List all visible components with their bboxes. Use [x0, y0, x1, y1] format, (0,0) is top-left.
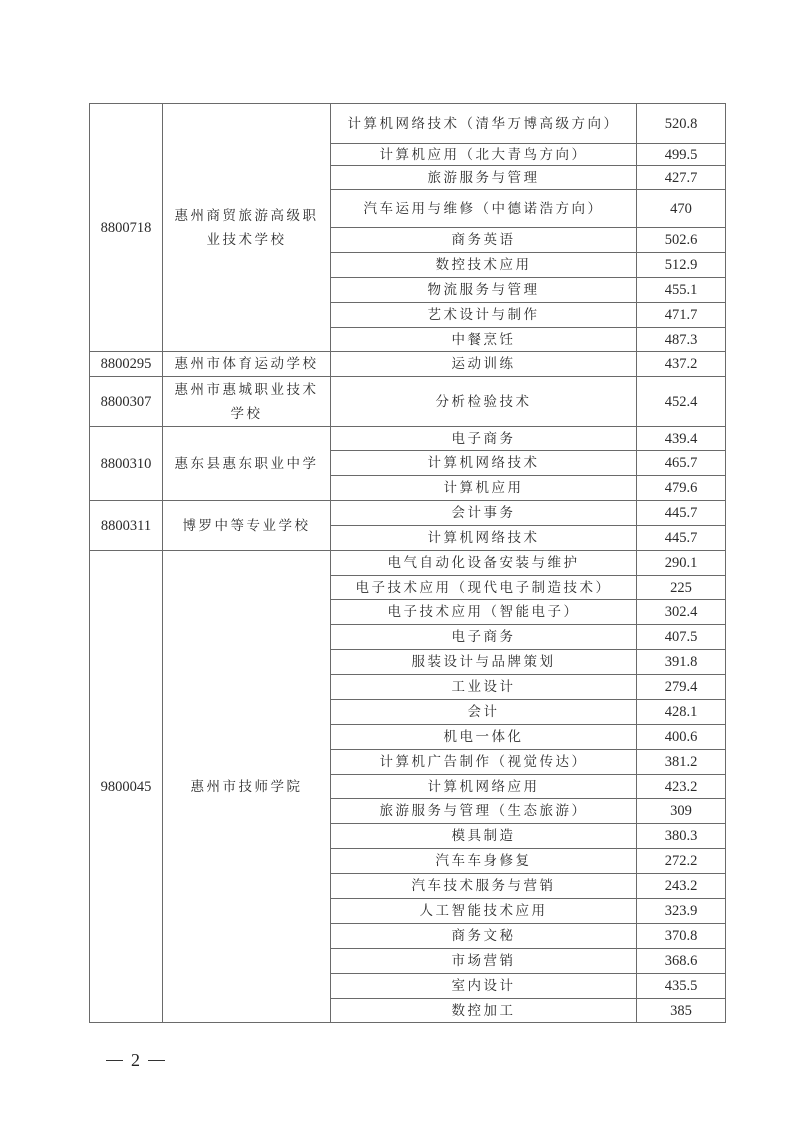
major-cell: 模具制造 [331, 824, 637, 849]
score-cell: 455.1 [637, 278, 726, 303]
major-cell: 商务文秘 [331, 924, 637, 949]
score-cell: 445.7 [637, 526, 726, 551]
major-cell: 服装设计与品牌策划 [331, 650, 637, 675]
major-cell: 旅游服务与管理（生态旅游） [331, 799, 637, 824]
school-name-cell: 惠州市技师学院 [163, 551, 331, 1023]
major-cell: 数控加工 [331, 999, 637, 1023]
score-cell: 502.6 [637, 228, 726, 253]
major-cell: 运动训练 [331, 352, 637, 377]
major-cell: 艺术设计与制作 [331, 303, 637, 328]
score-cell: 437.2 [637, 352, 726, 377]
score-cell: 381.2 [637, 750, 726, 775]
score-cell: 479.6 [637, 476, 726, 501]
score-cell: 302.4 [637, 600, 726, 625]
dash-left [106, 1060, 123, 1061]
major-cell: 会计 [331, 700, 637, 725]
score-cell: 520.8 [637, 104, 726, 144]
major-cell: 商务英语 [331, 228, 637, 253]
major-cell: 计算机应用 [331, 476, 637, 501]
major-cell: 汽车运用与维修（中德诺浩方向） [331, 190, 637, 228]
major-cell: 计算机网络应用 [331, 775, 637, 799]
major-cell: 室内设计 [331, 974, 637, 999]
major-cell: 汽车车身修复 [331, 849, 637, 874]
page-number-value: 2 [131, 1050, 140, 1070]
major-cell: 计算机网络技术（清华万博高级方向） [331, 104, 637, 144]
score-cell: 445.7 [637, 501, 726, 526]
school-name-cell: 惠州市体育运动学校 [163, 352, 331, 377]
dash-right [148, 1060, 165, 1061]
table-row [90, 551, 726, 576]
major-cell: 计算机网络技术 [331, 451, 637, 476]
table-row [90, 501, 726, 526]
school-code-cell: 8800311 [90, 501, 163, 551]
score-cell: 427.7 [637, 166, 726, 190]
school-name-cell: 惠州市惠城职业技术学校 [163, 377, 331, 427]
major-cell: 计算机广告制作（视觉传达） [331, 750, 637, 775]
major-cell: 市场营销 [331, 949, 637, 974]
school-code-cell: 8800310 [90, 427, 163, 501]
score-cell: 487.3 [637, 328, 726, 352]
major-cell: 人工智能技术应用 [331, 899, 637, 924]
major-cell: 物流服务与管理 [331, 278, 637, 303]
score-cell: 309 [637, 799, 726, 824]
score-cell: 370.8 [637, 924, 726, 949]
school-code-cell: 8800307 [90, 377, 163, 427]
score-cell: 368.6 [637, 949, 726, 974]
school-code-cell: 9800045 [90, 551, 163, 1023]
score-cell: 225 [637, 576, 726, 600]
major-cell: 电子商务 [331, 625, 637, 650]
school-name-cell: 惠东县惠东职业中学 [163, 427, 331, 501]
score-cell: 439.4 [637, 427, 726, 451]
table-row [90, 352, 726, 377]
score-cell: 391.8 [637, 650, 726, 675]
score-cell: 272.2 [637, 849, 726, 874]
table-row [90, 104, 726, 144]
major-cell: 电气自动化设备安装与维护 [331, 551, 637, 576]
score-cell: 465.7 [637, 451, 726, 476]
major-cell: 汽车技术服务与营销 [331, 874, 637, 899]
major-cell: 电子商务 [331, 427, 637, 451]
score-cell: 428.1 [637, 700, 726, 725]
score-cell: 471.7 [637, 303, 726, 328]
major-cell: 电子技术应用（智能电子） [331, 600, 637, 625]
score-cell: 385 [637, 999, 726, 1023]
score-cell: 512.9 [637, 253, 726, 278]
score-cell: 423.2 [637, 775, 726, 799]
score-cell: 290.1 [637, 551, 726, 576]
score-cell: 470 [637, 190, 726, 228]
major-cell: 数控技术应用 [331, 253, 637, 278]
score-cell: 400.6 [637, 725, 726, 750]
school-code-cell: 8800295 [90, 352, 163, 377]
major-cell: 会计事务 [331, 501, 637, 526]
score-cell: 323.9 [637, 899, 726, 924]
score-cell: 407.5 [637, 625, 726, 650]
major-cell: 中餐烹饪 [331, 328, 637, 352]
score-cell: 499.5 [637, 144, 726, 166]
school-code-cell: 8800718 [90, 104, 163, 352]
admission-score-table [89, 103, 726, 1023]
major-cell: 计算机网络技术 [331, 526, 637, 551]
major-cell: 分析检验技术 [331, 377, 637, 427]
page-number [106, 1050, 165, 1071]
score-cell: 380.3 [637, 824, 726, 849]
school-name-cell: 惠州商贸旅游高级职业技术学校 [163, 104, 331, 352]
major-cell: 机电一体化 [331, 725, 637, 750]
major-cell: 工业设计 [331, 675, 637, 700]
score-cell: 279.4 [637, 675, 726, 700]
score-cell: 452.4 [637, 377, 726, 427]
table-row [90, 377, 726, 427]
major-cell: 旅游服务与管理 [331, 166, 637, 190]
table-row [90, 427, 726, 451]
table-body [90, 104, 726, 1023]
score-cell: 243.2 [637, 874, 726, 899]
score-cell: 435.5 [637, 974, 726, 999]
school-name-cell: 博罗中等专业学校 [163, 501, 331, 551]
major-cell: 计算机应用（北大青鸟方向） [331, 144, 637, 166]
major-cell: 电子技术应用（现代电子制造技术） [331, 576, 637, 600]
